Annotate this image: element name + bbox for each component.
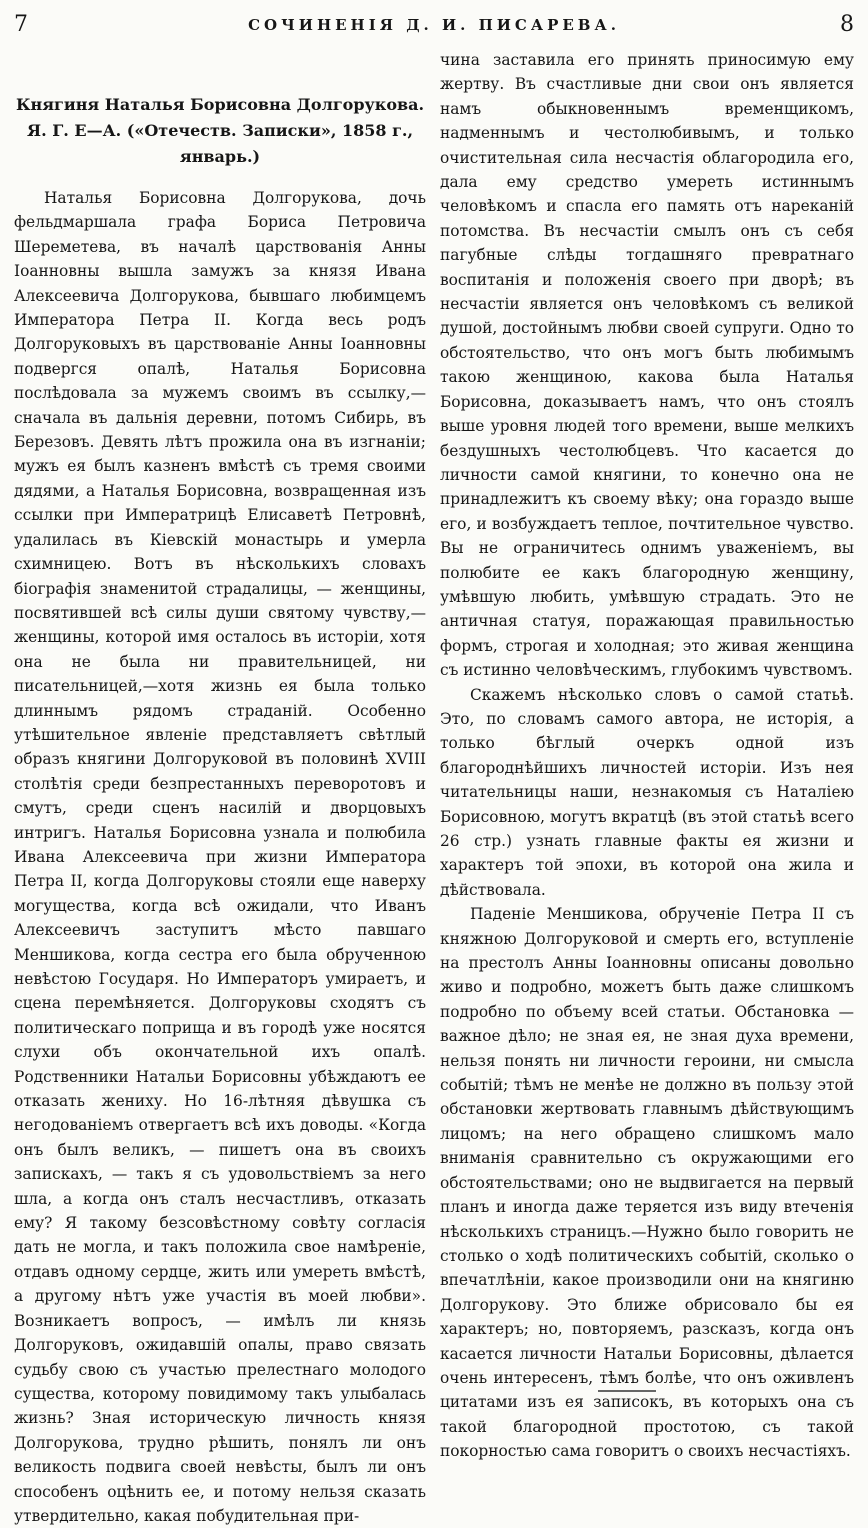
paragraph: Паденіе Меншикова, обрученіе Петра II съ княжною Долгоруковой и смерть его, вступленіе на престолъ Анны Іоанновны описаны довольно живо и подробно, можетъ быть даже слишкомъ подробно по объему всей статьи. Обстановка — важное дѣло; не зная ея, не зная духа времени, нельзя понять ни личности героини, ни смысла событій; тѣмъ не менѣе не должно въ пользу этой обстановки жертвовать главнымъ дѣйствующимъ лицомъ; на него обращено слишкомъ мало вниманія сравнительно съ окружающими его обстоятельствами; оно не выдвигается на первый планъ и иногда даже теряется изъ виду втеченія нѣсколькихъ страницъ.—Нужно было говорить не столько о ходѣ политическихъ событій, сколько о впечатлѣніи, какое производили они на княгиню Долгорукову. Это ближе обрисовало бы ея характеръ; но, повторяемъ, разсказъ, когда онъ касается личности Натальи Борисовны, дѣлается очень интересенъ, тѣмъ болѣе, что онъ оживленъ цитатами изъ ея записокъ, въ которыхъ она съ такой благородной простотою, съ такой покорностью сама говоритъ о своихъ несчастіяхъ. — [440, 905, 854, 1461]
page-number-left: 7 — [14, 12, 28, 37]
end-rule — [598, 1390, 656, 1392]
left-column — [14, 92, 426, 1528]
paragraph: Наталья Борисовна Долгорукова, дочь фельдмаршала графа Бориса Петровича Шереметева, въ началѣ царствованія Анны Іоанновны вышла замужъ за князя Ивана Алексеевича Долгорукова, бывшаго любимцемъ Императора Петра II. Когда весь родъ Долгоруковыхъ въ царствованіе Анны Іоанновны подвергся опалѣ, Наталья Борисовна послѣдовала за мужемъ своимъ въ ссылку,—сначала въ дальнія деревни, потомъ Сибирь, въ Березовъ. Девять лѣтъ прожила она въ изгнаніи; мужъ ея былъ казненъ вмѣстѣ съ тремя своими дядями, а Наталья Борисовна, возвращенная изъ ссылки при Императрицѣ Елисаветѣ Петровнѣ, удалилась въ Кіевскій монастырь и умерла схимницею. Вотъ въ нѣсколькихъ словахъ біографія знаменитой страдалицы, — женщины, посвятившей всѣ силы души святому чувству,—женщины, которой имя осталось въ исторіи, хотя она не была ни правительницей, ни писательницей,—хотя жизнь ея была только длиннымъ рядомъ страданій. Особенно утѣшительное явленіе представляетъ свѣтлый образъ княгини Долгоруковой въ половинѣ XVIII столѣтія среди безпрестанныхъ переворотовъ и смутъ, среди сценъ насилій и дворцовыхъ интригъ. Наталья Борисовна узнала и полюбила Ивана Алексеевича при жизни Императора Петра II, когда Долгоруковы стояли еще наверху могущества, когда всѣ ожидали, что Иванъ Алексеевичъ заступитъ мѣсто павшаго Меншикова, когда сестра его была обрученною невѣстою Государя. Но Императоръ умираетъ, и сцена перемѣняется. Долгоруковы сходятъ съ политическаго поприща и въ городѣ уже носятся слухи объ окончательной ихъ опалѣ. Родственники Натальи Борисовны убѣждаютъ ее отказать жениху. Но 16-лѣтняя дѣвушка съ негодованіемъ отвергаетъ всѣ ихъ доводы. «Когда онъ былъ великъ, — пишетъ она въ своихъ запискахъ, — такъ я съ удовольствіемъ за него шла, а когда онъ сталъ несчастливъ, отказать ему? Я такому безсовѣстному совѣту согласія дать не могла, и такъ положила свое намѣреніе, отдавъ одному сердце, жить или умереть вмѣстѣ, а другому нѣтъ уже участія въ моей любви». Возникаетъ вопросъ, — имѣлъ ли князь Долгоруковъ, ожидавшій опалы, право связать судьбу свою съ участью прелестнаго молодого существа, которому повидимому такъ улыбалась жизнь? Зная историческую личность князя Долгорукова, трудно рѣшить, понялъ ли онъ великость подвига своей невѣсты, былъ ли онъ способенъ оцѣнить ее, и потому нельзя сказать утвердительно, какая побудительная при- — [14, 189, 426, 1525]
page-number-right: 8 — [840, 12, 854, 37]
paragraph: Скажемъ нѣсколько словъ о самой статьѣ. Это, по словамъ самого автора, не исторія, а только бѣглый очеркъ одной изъ благороднѣйшихъ личностей исторіи. Изъ нея читательницы наши, незнакомыя съ Наталіею Борисовною, могутъ вкратцѣ (въ этой статьѣ всего 26 стр.) узнать главные факты ея жизни и характеръ той эпохи, въ которой она жила и дѣйствовала. — [440, 685, 854, 899]
right-column — [440, 48, 854, 1464]
page-header — [0, 0, 868, 40]
running-title: СОЧИНЕНІЯ Д. И. ПИСАРЕВА. — [248, 16, 620, 34]
article-title: Княгиня Наталья Борисовна Долгорукова. — [15, 95, 425, 114]
article-heading — [14, 92, 426, 170]
article-author: Я. Г. Е—А. — [26, 121, 122, 140]
article-source: («Отечеств. Записки», 1858 г., январь.) — [126, 121, 414, 166]
paragraph: чина заставила его принять приносимую ему жертву. Въ счастливые дни свои онъ является намъ обыкновеннымъ временщикомъ, надменнымъ и честолюбивымъ, и только очистительная сила несчастія облагородила его, дала ему средство умереть истиннымъ человѣкомъ и спасла его память отъ нареканій потомства. Въ несчастіи смылъ онъ съ себя пагубные слѣды тогдашняго превратнаго воспитанія и положенія своего при дворѣ; въ несчастіи является онъ человѣкомъ съ великой душой, достойнымъ любви своей супруги. Одно то обстоятельство, что онъ могъ быть любимымъ такою женщиною, какова была Наталья Борисовна, доказываетъ намъ, что онъ стоялъ выше уровня людей того времени, выше мелкихъ бездушныхъ честолюбцевъ. Что касается до личности самой княгини, то конечно она не принадлежитъ къ своему вѣку; она гораздо выше его, и возбуждаетъ теплое, почтительное чувство. Вы не ограничитесь однимъ уваженіемъ, вы полюбите ее какъ благородную женщину, умѣвшую любить, умѣвшую страдать. Это не античная статуя, поражающая правильностью формъ, строгая и холодная; это живая женщина съ истинно человѣческимъ, глубокимъ чувствомъ. — [440, 51, 854, 680]
